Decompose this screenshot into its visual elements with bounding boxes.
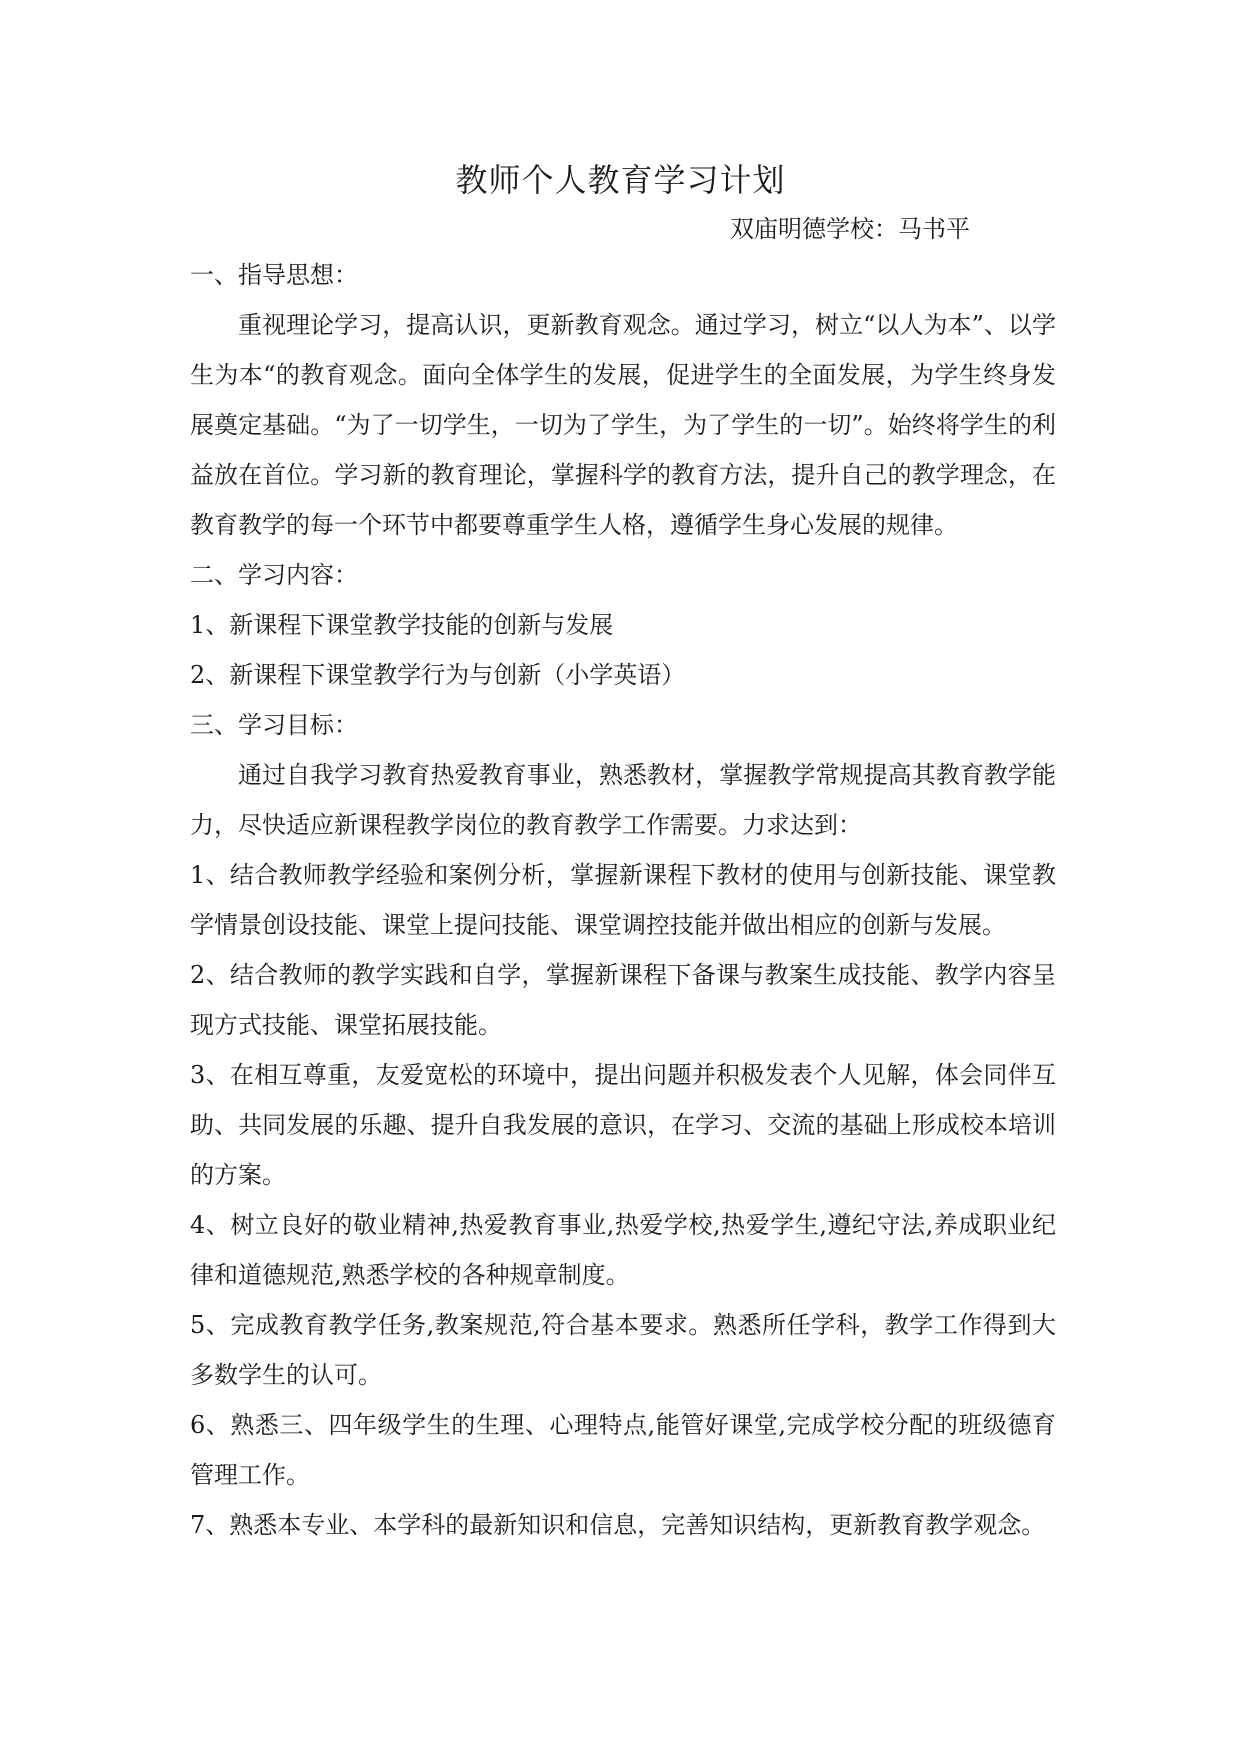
- document-author: 双庙明德学校：马书平: [730, 215, 970, 243]
- study-goal-item-7: 7、熟悉本专业、本学科的最新知识和信息，完善知识结构，更新教育教学观念。: [190, 1511, 1046, 1539]
- study-content-item-2: 2、新课程下课堂教学行为与创新（小学英语）: [190, 661, 686, 689]
- study-goals-intro: 通过自我学习教育热爱教育事业，熟悉教材，掌握教学常规提高其教育教学能力，尽快适应新课程教学岗位的教育教学工作需要。力求达到：: [190, 761, 1056, 839]
- guiding-thought-paragraph: 重视理论学习，提高认识，更新教育观念。通过学习，树立“以人为本”、以学生为本“的教育观念。面向全体学生的发展，促进学生的全面发展，为学生终身发展奠定基础。“为了一切学生，一切为了学生，为了学生的一切”。始终将学生的利益放在首位。学习新的教育理论，掌握科学的教育方法，提升自己的教学理念，在教育教学的每一个环节中都要尊重学生人格，遵循学生身心发展的规律。: [190, 311, 1056, 539]
- section-heading-study-goals: 三、学习目标：: [190, 711, 358, 739]
- section-heading-guiding-thought: 一、指导思想：: [190, 261, 358, 289]
- study-content-item-1: 1、新课程下课堂教学技能的创新与发展: [190, 611, 614, 639]
- section-heading-study-content: 二、学习内容：: [190, 561, 358, 589]
- study-goal-item-6: 6、熟悉三、四年级学生的生理、心理特点,能管好课堂,完成学校分配的班级德育管理工作。: [190, 1411, 1056, 1489]
- document-body: [190, 250, 1056, 1550]
- study-goal-item-2: 2、结合教师的教学实践和自学，掌握新课程下备课与教案生成技能、教学内容呈现方式技能、课堂拓展技能。: [190, 961, 1056, 1039]
- study-goal-item-5: 5、完成教育教学任务,教案规范,符合基本要求。熟悉所任学科，教学工作得到大多数学生的认可。: [190, 1311, 1056, 1389]
- study-goal-item-4: 4、树立良好的敬业精神,热爱教育事业,热爱学校,热爱学生,遵纪守法,养成职业纪律和道德规范,熟悉学校的各种规章制度。: [190, 1211, 1056, 1289]
- document-title: 教师个人教育学习计划: [455, 161, 786, 199]
- study-goal-item-3: 3、在相互尊重，友爱宽松的环境中，提出问题并积极发表个人见解，体会同伴互助、共同发展的乐趣、提升自我发展的意识，在学习、交流的基础上形成校本培训的方案。: [190, 1061, 1056, 1189]
- study-goal-item-1: 1、结合教师教学经验和案例分析，掌握新课程下教材的使用与创新技能、课堂教学情景创设技能、课堂上提问技能、课堂调控技能并做出相应的创新与发展。: [190, 861, 1056, 939]
